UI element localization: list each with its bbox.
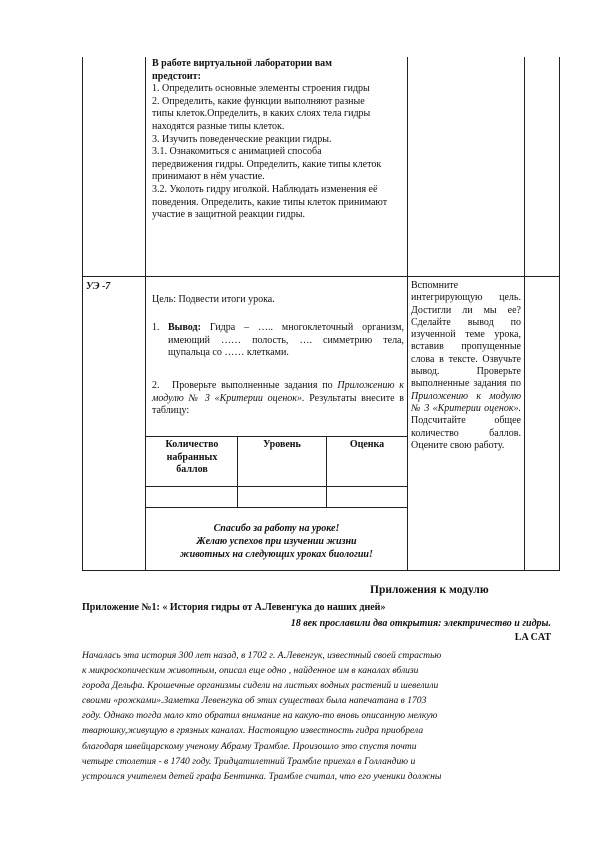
body-line: к микроскопическим животным, описал еще одно , найденное им в каналах вблизи	[82, 665, 419, 677]
check-tasks-number: 2.	[152, 380, 160, 391]
lab-tasks-cell	[152, 58, 404, 222]
thanks-line-1: Спасибо за работу на уроке!	[213, 523, 340, 534]
step-code: УЭ -7	[86, 281, 111, 292]
body-line: своими «рожками».Заметка Левенгука об этих существах была напечатана в 1703	[82, 695, 427, 707]
conclusion-label: Вывод:	[168, 322, 201, 333]
body-line: четыре столетия - в 1740 году. Тридцатилетний Трамбле приехал в Голландию и	[82, 755, 416, 767]
score-cell-points[interactable]	[147, 487, 236, 506]
appendix-epigraph: 18 век прославили два открытия: электричество и гидры.	[290, 618, 551, 629]
lab-task-3-1: 3.1. Ознакомиться с анимацией способа передвижения гидры. Определить, какие типы клеток принимают в нём участие.	[152, 146, 382, 183]
guidance-text-b: Подсчитайте общее количество баллов. Оцените свою работу.	[411, 415, 521, 451]
body-line: устроился учителем детей графа Бентинка. Трамбле считал, что его ученики должны	[82, 770, 442, 782]
lab-task-2: 2. Определить, какие функции выполняют разные типы клеток.Определить, в каких слоях тела гидры находятся разные типы клеток.	[152, 95, 371, 132]
table-border-bottom	[82, 570, 560, 571]
table-row-divider	[82, 276, 560, 277]
conclusion-body: Гидра – ….. многоклеточный организм, имеющий …… полость, …. симметрию тела, щупальца со …… клетками.	[168, 322, 404, 359]
body-line: году. Однако тогда мало кто обратил внимание на какую-то вновь описанную мелкую	[82, 710, 438, 722]
lab-task-3-2: 3.2. Уколоть гидру иголкой. Наблюдать изменения её поведения. Определить, какие типы клеток принимают участие в защитной реакции гидры.	[152, 183, 388, 221]
score-cell-level[interactable]	[238, 487, 325, 506]
lab-tasks-heading: В работе виртуальной лаборатории вам предстоит:	[152, 58, 332, 82]
appendix-subtitle: Приложение №1: « История гидры от А.Левенгука до наших дней»	[82, 602, 386, 613]
score-cell-grade[interactable]	[327, 487, 406, 506]
check-tasks-tail: Результаты внесите в таблицу:	[152, 392, 404, 417]
thanks-message	[146, 522, 407, 561]
epigraph-author: LA CAT	[514, 632, 551, 643]
table-border-col1	[145, 57, 146, 570]
thanks-line-3: животных на следующих уроках биологии!	[180, 549, 373, 560]
lesson-goal: Цель: Подвести итоги урока.	[152, 294, 275, 305]
thanks-line-2: Желаю успехов при изучении жизни	[196, 536, 357, 547]
check-tasks-text	[152, 380, 404, 418]
body-line: города Дельфа. Крошечные организмы сидели на листьях водных растений и шевелили	[82, 680, 439, 692]
conclusion-item	[152, 322, 404, 360]
check-tasks-item	[152, 380, 404, 418]
check-tasks-appendix-ref: Приложению к модулю № 3 «Критерии оценок».	[152, 380, 404, 404]
check-tasks-lead: Проверьте выполненные задания по	[172, 380, 338, 391]
table-border-right	[559, 57, 560, 570]
table-border-col2	[407, 57, 408, 570]
body-line: благодаря швейцарскому ученому Абраму Трамбле. Произошло это спустя почти	[82, 740, 417, 752]
teacher-guidance	[411, 280, 521, 452]
conclusion-text	[168, 322, 404, 360]
guidance-appendix-ref: Приложению к модулю № 3 «Критерии оценок».	[411, 390, 521, 414]
body-line: Началась эта история 300 лет назад, в 1702 г. А.Левенгук, известный своей страстью	[82, 650, 442, 661]
lab-task-3: 3. Изучить поведенческие реакции гидры.	[152, 133, 332, 145]
score-table-top	[146, 436, 407, 437]
conclusion-number: 1.	[152, 322, 160, 333]
score-table-bottom	[146, 507, 407, 508]
appendix-body	[82, 648, 558, 784]
score-header-grade: Оценка	[349, 439, 385, 450]
score-header-points: Количество набранных баллов	[165, 439, 219, 476]
guidance-text-a: Вспомните интегрирующую цель. Достигли ли мы ее? Сделайте вывод по изученной теме урока, вставив пропущенные слова в тексте. Озвучьте вывод. Проверьте выполненные задания по	[411, 280, 521, 390]
body-line: тварюшку,живущую в грязных каналах. Настоящую известность гидра приобрела	[82, 725, 424, 737]
table-border-left	[82, 57, 83, 570]
table-border-col3	[524, 57, 525, 570]
appendix-title: Приложения к модулю	[370, 584, 489, 596]
score-header-level: Уровень	[263, 439, 301, 450]
lab-task-1: 1. Определить основные элементы строения гидры	[152, 83, 370, 95]
